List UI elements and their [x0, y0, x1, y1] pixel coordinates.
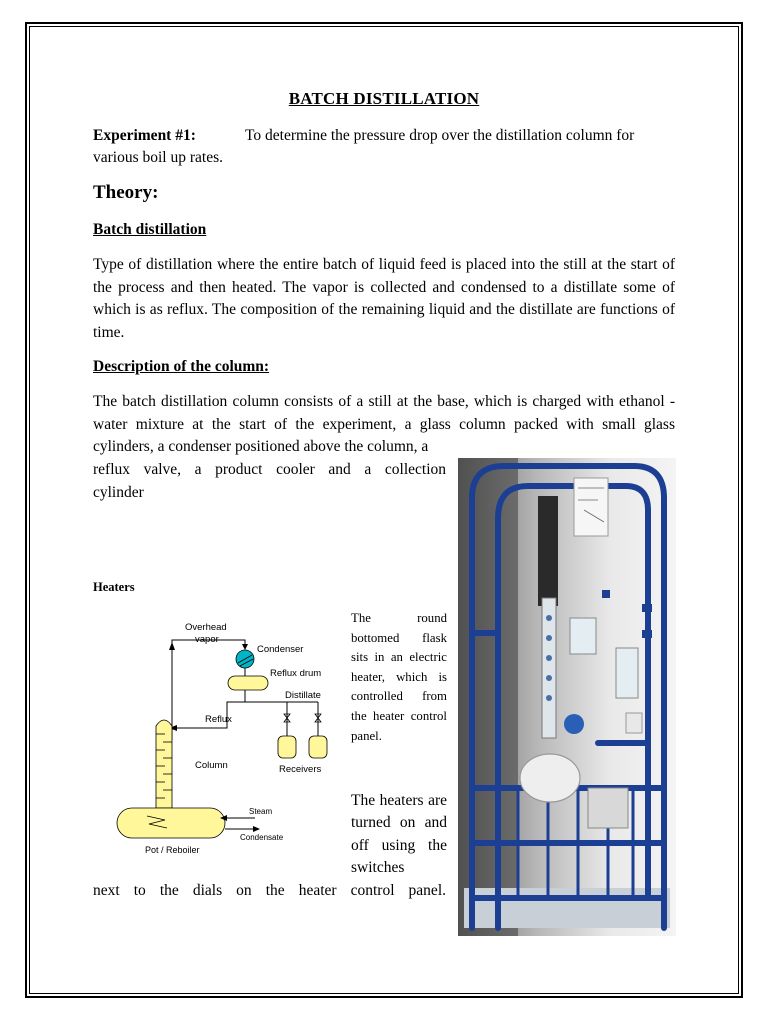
reflux-drum-icon — [228, 676, 268, 690]
column-icon — [156, 720, 172, 808]
experiment-label: Experiment #1: — [93, 127, 196, 144]
batch-distillation-paragraph: Type of distillation where the entire batch of liquid feed is placed into the still at the start of the process and then heated. The vapor is collected and condensed to a distillate some of which is as reflux. The composition of the remaining liquid and the distillate are functions of time. — [93, 256, 675, 341]
receiver-icon — [278, 736, 296, 758]
label-receivers: Receivers — [279, 764, 322, 775]
description-paragraph: The batch distillation column consists of a still at the base, which is charged with ethanol - water mixture at the start of the experiment, a glass column packed with small glass cylinders, a condenser positioned above the column, a — [93, 393, 675, 456]
label-condensate: Condensate — [240, 833, 284, 842]
experiment-statement — [93, 125, 675, 169]
label-condenser: Condenser — [257, 644, 304, 655]
document-title: BATCH DISTILLATION — [288, 89, 480, 108]
description-continued-line: reflux valve, a product cooler and a collection — [93, 461, 446, 478]
receiver-icon — [309, 736, 327, 758]
heaters-paragraph: The heaters are turned on and off using the switches — [351, 792, 447, 876]
heaters-label: Heaters — [93, 580, 135, 594]
label-pot-reboiler: Pot / Reboiler — [145, 845, 200, 855]
label-overhead-vapor-2: vapor — [195, 634, 219, 645]
label-reflux: Reflux — [205, 714, 232, 725]
heaters-last-line: next to the dials on the heater control panel. — [93, 882, 446, 899]
label-reflux-drum: Reflux drum — [270, 668, 322, 679]
label-steam: Steam — [249, 807, 273, 816]
distillation-diagram — [105, 610, 345, 860]
theory-heading: Theory: — [93, 182, 159, 203]
description-heading: Description of the column: — [93, 358, 270, 375]
description-continued-line-2: cylinder — [93, 484, 144, 501]
experiment-text: To determine the pressure drop over the distillation column for various boil up rates. — [93, 127, 635, 166]
flask-paragraph: The round bottomed flask sits in an electric heater, which is controlled from the heater control panel. — [351, 611, 447, 743]
reboiler-icon — [117, 808, 225, 838]
distillation-apparatus-photo — [458, 458, 676, 936]
batch-distillation-heading: Batch distillation — [93, 221, 207, 238]
label-distillate: Distillate — [285, 690, 321, 701]
label-overhead-vapor-1: Overhead — [185, 622, 227, 633]
label-column: Column — [195, 760, 228, 771]
